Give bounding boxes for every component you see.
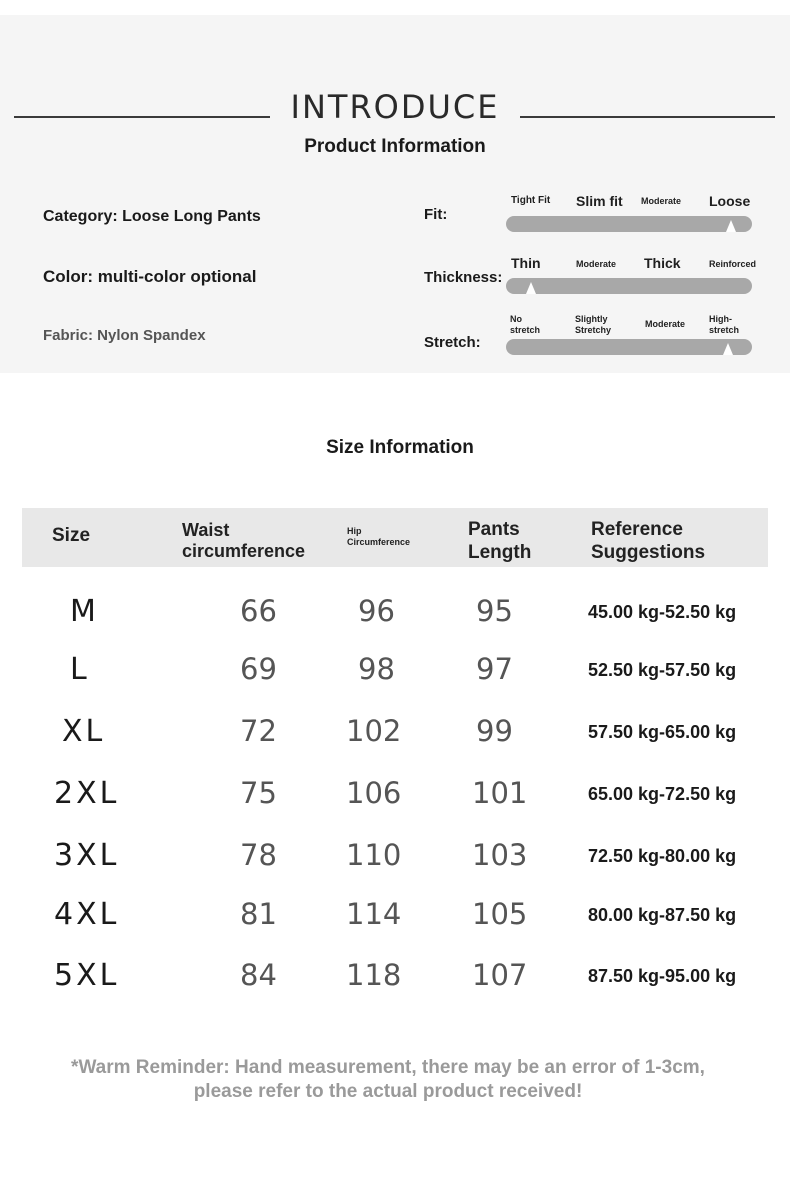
category-text: Category: Loose Long Pants — [43, 208, 261, 225]
reminder-line-2: please refer to the actual product received! — [193, 1081, 583, 1102]
size-cell: 2XL — [54, 776, 120, 811]
header-size: Size — [52, 525, 91, 546]
length-cell: 103 — [472, 838, 528, 872]
reference-cell: 65.00 kg-72.50 kg — [588, 784, 737, 804]
stretch-option-moderate: Moderate — [645, 319, 686, 329]
waist-cell: 81 — [240, 897, 277, 931]
reminder-line-1: *Warm Reminder: Hand measurement, there may be an error of 1-3cm, — [71, 1057, 705, 1078]
waist-cell: 84 — [240, 958, 277, 992]
stretch-label: Stretch: — [424, 334, 481, 351]
header-hip: Hip Circumference — [347, 526, 411, 547]
thickness-option-moderate: Moderate — [576, 259, 617, 269]
thickness-option-thick: Thick — [644, 255, 681, 271]
warm-reminder — [0, 1056, 776, 1104]
size-cell: XL — [62, 714, 106, 749]
length-cell: 95 — [476, 594, 513, 628]
fit-label: Fit: — [424, 206, 448, 223]
reference-cell: 87.50 kg-95.00 kg — [588, 966, 737, 986]
length-cell: 97 — [476, 652, 513, 686]
page-title: INTRODUCE — [290, 88, 500, 126]
length-cell: 107 — [472, 958, 528, 992]
length-cell: 101 — [472, 776, 528, 810]
page-subtitle: Product Information — [304, 136, 486, 157]
waist-cell: 78 — [240, 838, 277, 872]
fit-scale-marker — [726, 220, 736, 232]
stretch-scale-track — [506, 339, 752, 355]
fit-option-loose: Loose — [709, 193, 751, 209]
waist-cell: 69 — [240, 652, 277, 686]
color-text: Color: multi-color optional — [43, 267, 257, 286]
stretch-option-slight: Slightly Stretchy — [575, 314, 612, 335]
fabric-text: Fabric: Nylon Spandex — [43, 327, 206, 344]
hip-cell: 106 — [346, 776, 402, 810]
stretch-scale-marker — [723, 343, 733, 355]
size-cell: 3XL — [54, 838, 120, 873]
header-waist: Waist circumference — [182, 520, 306, 561]
fit-scale-track — [506, 216, 752, 232]
thickness-option-reinforced: Reinforced — [709, 259, 757, 269]
waist-cell: 72 — [240, 714, 277, 748]
waist-cell: 75 — [240, 776, 277, 810]
size-info-title: Size Information — [326, 437, 474, 458]
size-cell: M — [70, 594, 99, 629]
header-pants-length: Pants Length — [468, 519, 532, 563]
reference-cell: 72.50 kg-80.00 kg — [588, 846, 737, 866]
thickness-option-thin: Thin — [511, 255, 541, 271]
fit-option-moderate: Moderate — [641, 196, 682, 206]
size-cell: 4XL — [54, 897, 120, 932]
thickness-scale-track — [506, 278, 752, 294]
hip-cell: 98 — [358, 652, 395, 686]
reference-cell: 80.00 kg-87.50 kg — [588, 905, 737, 925]
thickness-scale-marker — [526, 282, 536, 294]
size-cell: L — [70, 652, 90, 687]
length-cell: 105 — [472, 897, 528, 931]
hip-cell: 96 — [358, 594, 395, 628]
waist-cell: 66 — [240, 594, 277, 628]
size-cell: 5XL — [54, 958, 120, 993]
reference-cell: 45.00 kg-52.50 kg — [588, 602, 737, 622]
hip-cell: 102 — [346, 714, 402, 748]
thickness-label: Thickness: — [424, 269, 503, 286]
fit-option-slim: Slim fit — [576, 193, 623, 209]
fit-option-tight: Tight Fit — [511, 195, 551, 206]
stretch-option-high: High-stretch — [709, 314, 740, 335]
size-table-header — [22, 508, 768, 567]
hip-cell: 114 — [346, 897, 402, 931]
header-reference: Reference Suggestions — [591, 519, 706, 563]
reference-cell: 52.50 kg-57.50 kg — [588, 660, 737, 680]
hip-cell: 110 — [346, 838, 402, 872]
reference-cell: 57.50 kg-65.00 kg — [588, 722, 737, 742]
hip-cell: 118 — [346, 958, 402, 992]
length-cell: 99 — [476, 714, 513, 748]
stretch-option-none: No stretch — [510, 314, 541, 335]
